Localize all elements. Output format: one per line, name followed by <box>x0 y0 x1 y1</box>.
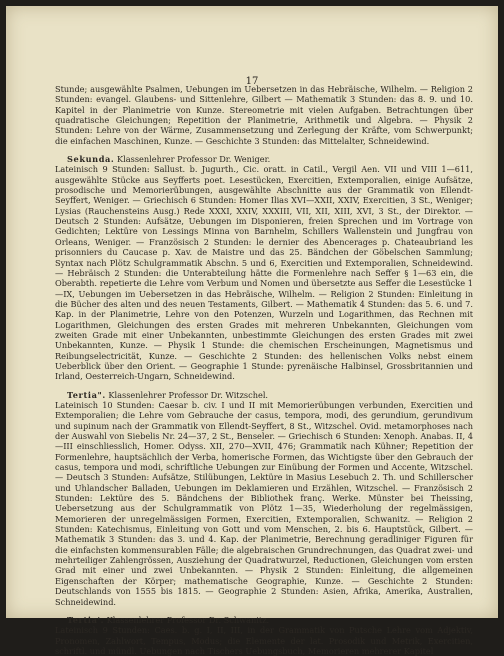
section-tertia-upper <box>55 390 473 607</box>
section-paragraph <box>55 615 473 656</box>
section-heading: Tertia'. <box>67 614 105 625</box>
section-teacher: Klassenlehrer Professor Dr. Schwanitz. <box>106 614 270 625</box>
section-text: Lateinisch 9 Stunden: Sallust. b. Jugurth., Cic. oratt. in Catil., Vergil Aen. VII und VIII 1—611, ausgewählte Stücke aus Seyfferts poet. Lesestücken, Exercitien, Extemporalien, einige Aufsätze, prosodische und Memorierübungen, ausgewählte Abschnitte aus der Grammatik von Ellendt-Seyffert, Weniger. — Griechisch 6 Stunden: Homer Ilias XVI—XXII, XXIV, Exercitien, 3 St., Weniger; Lysias (Rauchensteins Ausg.) Rede XXXI, XXIV, XXXIII, VII, XII, XIII, XVI, 3 St., der Direktor. — Deutsch 2 Stunden: Aufsätze, Uebungen im Disponieren, freien Sprechen und im Vortrage von Gedichten; Lektüre von Lessings Minna von Barnhelm, Schillers Wallenstein und Jungfrau von Orleans, Weniger. — Französisch 2 Stunden: le dernier des Abencerages p. Chateaubriand les prisonniers du Caucase p. Xav. de Maistre und das 25. Bändchen der Göbelschen Sammlung; Syntax nach Plötz Schulgrammatik Abschn. 5 und 6, Exercitien und Extemporalien, Schneidewind. — Hebräisch 2 Stunden: die Unterabteilung hätte die Formenlehre nach Seffer § 1—63 ein, die Oberabth. repetierte die Lehre vom Verbum und Nomen und übersetzte aus Seffer die Lesestücke 1—IX, Uebungen im Uebersetzen in das Hebräische, Wilhelm. — Religion 2 Stunden: Einleitung in die Bücher des alten und des neuen Testaments, Gilbert. — Mathematik 4 Stunden: das 5. 6. und 7. Kap. in der Planimetrie, Lehre von den Potenzen, Wurzeln und Logarithmen, das Rechnen mit Logarithmen, Gleichungen des ersten Grades mit mehreren Unbekannten, Gleichungen vom zweiten Grade mit einer Unbekannten, unbestimmte Gleichungen des ersten Grades mit zwei Unbekannten, Kunze. — Physik 1 Stunde: die chemischen Erscheinungen, Magnetismus und Reibungselectricität, Kunze. — Geschichte 2 Stunden: des hellenischen Volks nebst einem Ueberblick über den Orient. — Geographie 1 Stunde: pyrenäische Halbinsel, Grossbritannien und Irland, Oesterreich-Ungarn, Schneidewind. <box>55 164 473 382</box>
section-paragraph <box>55 154 473 382</box>
intro-paragraph-block <box>55 84 473 146</box>
section-paragraph <box>55 390 473 607</box>
section-sekunda <box>55 154 473 382</box>
section-tertia-lower <box>55 615 473 656</box>
section-teacher: Klassenlehrer Professor Dr. Witzschel. <box>108 389 269 400</box>
section-teacher: Klassenlehrer Professor Dr. Weniger. <box>117 154 271 165</box>
section-heading: Sekunda. <box>67 154 115 165</box>
section-heading: Tertia". <box>67 389 106 400</box>
intro-paragraph: Stunde; ausgewählte Psalmen, Uebungen im Uebersetzen in das Hebräische, Wilhelm. — Religion 2 Stunden: evangel. Glaubens- und Sittenlehre, Gilbert — Mathematik 3 Stunden: das 8. 9. und 10. Kapitel in der Planimetrie von Kunze. Stereometrie mit vielen Aufgaben. Betrachtungen über quadratische Gleichungen; Repetition der Planimetrie, Arithmetik und Algebra. — Physik 2 Stunden: Lehre von der Wärme, Zusammensetzung und Zerlegung der Kräfte, vom Schwerpunkt; die einfachen Maschinen, Kunze. — Geschichte 3 Stunden: das Mittelalter, Schneidewind. <box>55 84 473 146</box>
section-text: Lateinisch 9 Stunden: Caes. b. g. I, II, III, in der Grammatik von Putsche Lehre vom Adjektiv, Pronomen, Zahlwort, Tempus, Modus; die Elemente der lat. Prosodik und Metrik, Exercitien, schriftl. und mündl. Uebungen nach Tischers Uebungsbuch, Memorieren mehrerer Kapitel <box>55 625 473 656</box>
page-number: 17 <box>245 76 259 87</box>
section-text: Lateinisch 10 Stunden: Caesar b. civ. I und II mit Memorierübungen verbunden, Exercitien und Extemporalien; die Lehre vom Gebrauche der casus, tempora, modi, des gerundium, gerundivum und supinum nach der Grammatik von Ellendt-Seyffert, 8 St., Witzschel. Ovid. metamorphoses nach der Auswahl von Siebelis Nr. 24—37, 2 St., Benseler. — Griechisch 6 Stunden: Xenoph. Anabas. II, 4—III einschliesslich, Homer. Odyss. XII, 270—XVII, 476; Grammatik nach Kühner; Repetition der Formenlehre, hauptsächlich der Verba, homerische Formen, das Wichtigste über den Gebrauch der casus, tempora und modi, schriftliche Uebungen zur Einübung der Formen und Accente, Witzschel. — Deutsch 3 Stunden: Aufsätze, Stilübungen, Lektüre in Masius Lesebuch 2. Th. und Schillerscher und Uhlandscher Balladen, Uebungen im Deklamieren und Erzählen, Witzschel. — Französisch 2 Stunden: Lektüre des 5. Bändchens der Bibliothek franç. Werke. Münster bei Theissing, Uebersetzung aus der Schulgrammatik von Plötz 1—35, Wiederholung der regelmässigen, Memorieren der unregelmässigen Formen, Exercitien, Extemporalien, Schwanitz. — Religion 2 Stunden: Katechismus, Einleitung von Gott und vom Menschen, 2. bis 6. Hauptstück, Gilbert. — Mathematik 3 Stunden: das 3. und 4. Kap. der Planimetrie, Berechnung geradliniger Figuren für die einfachsten kommensurablen Fälle; die algebraischen Grundrechnungen, das Quadrat zwei- und mehrteiliger Zahlengrössen, Ausziehung der Quadratwurzel, Reductionen, Gleichungen vom ersten Grad mit einer und zwei Unbekannten. — Physik 2 Stunden: Einleitung, die allgemeinen Eigenschaften der Körper; mathematische Geographie, Kunze. — Geschichte 2 Stunden: Deutschlands von 1555 bis 1815. — Geographie 2 Stunden: Asien, Afrika, Amerika, Australien, Schneidewind. <box>55 399 473 607</box>
page-body <box>55 84 473 656</box>
